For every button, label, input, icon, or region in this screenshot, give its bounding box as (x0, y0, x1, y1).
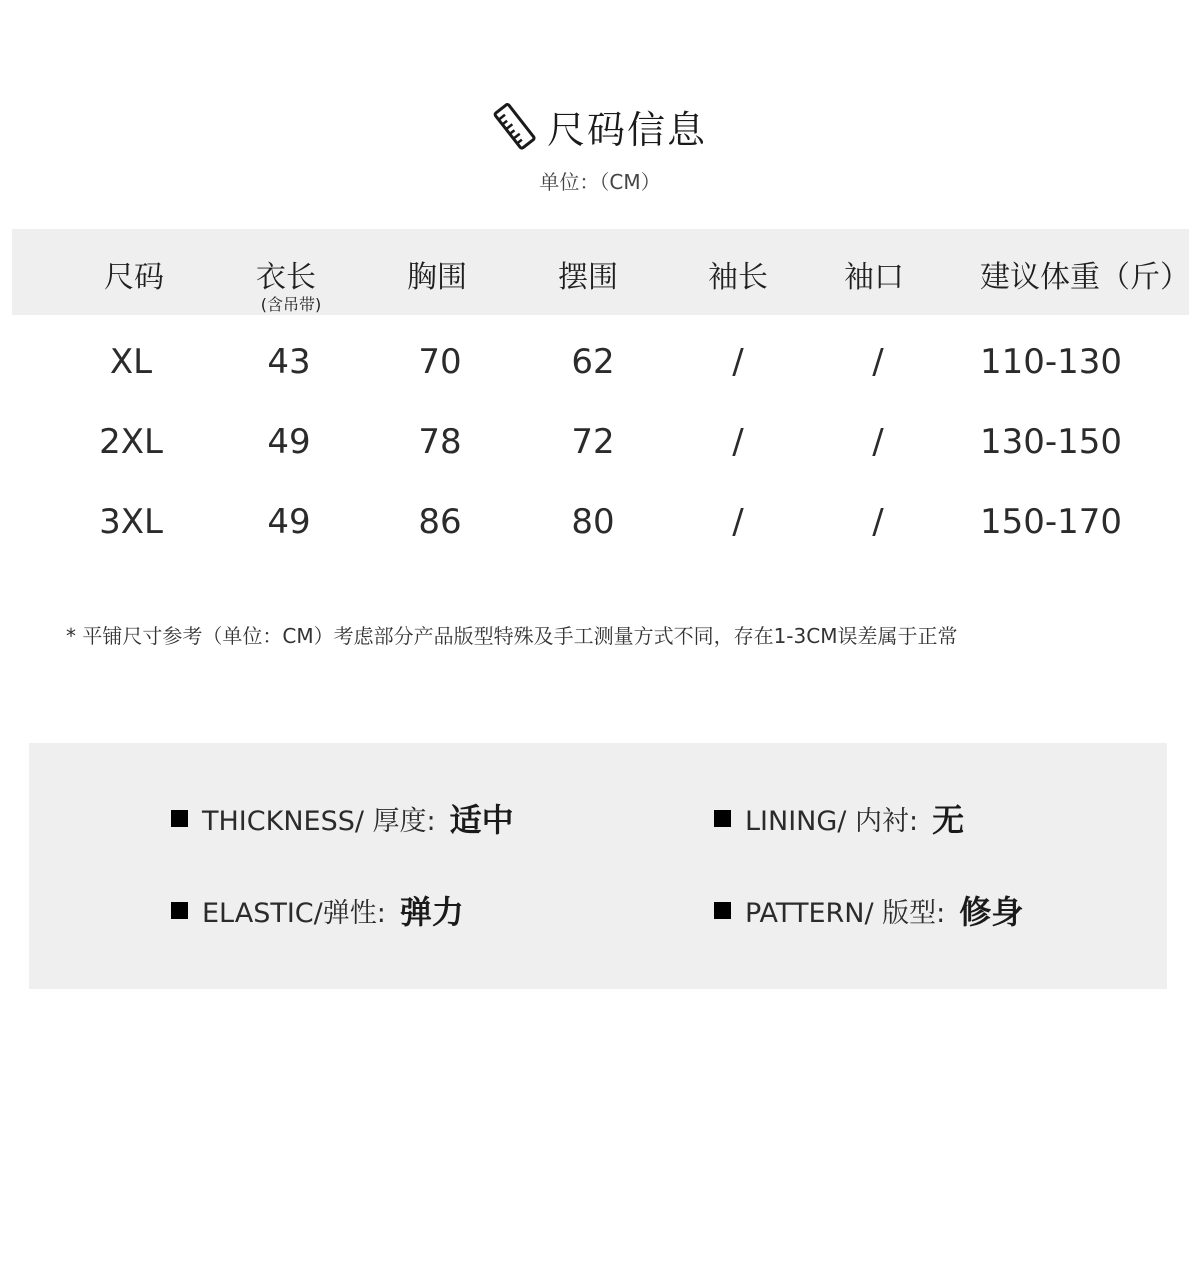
attribute-elastic (171, 887, 464, 933)
header-weight: 建议体重（斤） (980, 260, 1190, 295)
table-cell: / (872, 422, 884, 462)
table-cell: / (872, 502, 884, 542)
square-bullet-icon (714, 902, 731, 919)
attribute-pattern (714, 887, 1023, 933)
table-cell: 3XL (99, 502, 163, 542)
header-size: 尺码 (104, 260, 164, 295)
table-cell: XL (109, 342, 153, 382)
table-cell: / (872, 342, 884, 382)
square-bullet-icon (714, 810, 731, 827)
attributes-panel (29, 743, 1167, 989)
table-cell: 2XL (99, 422, 163, 462)
square-bullet-icon (171, 902, 188, 919)
measurement-note: * 平铺尺寸参考（单位：CM）考虑部分产品版型特殊及手工测量方式不同，存在1-3CM误差属于正常 (66, 624, 958, 648)
header-sleeve-length: 袖长 (708, 260, 768, 295)
header-hem: 摆围 (558, 260, 618, 295)
table-cell: 72 (571, 422, 615, 462)
table-cell: 43 (267, 342, 311, 382)
attribute-label: THICKNESS/ 厚度: (202, 805, 436, 837)
table-cell: 78 (418, 422, 462, 462)
header-length-sub: (含吊带) (260, 295, 322, 314)
title-bar (0, 96, 1200, 156)
table-cell: 80 (571, 502, 615, 542)
header-chest: 胸围 (407, 260, 467, 295)
header-length: 衣长 (256, 260, 316, 295)
table-cell: 70 (418, 342, 462, 382)
attribute-value: 无 (932, 801, 965, 839)
table-cell: 62 (571, 342, 615, 382)
ruler-icon (493, 101, 537, 151)
unit-label: 单位：（CM） (539, 170, 661, 194)
table-cell: 49 (267, 502, 311, 542)
attribute-value: 适中 (449, 801, 514, 839)
table-cell: 110-130 (980, 342, 1123, 382)
attribute-thickness (171, 795, 514, 841)
header-cuff: 袖口 (844, 260, 904, 295)
table-cell: 86 (418, 502, 462, 542)
table-cell: / (732, 502, 744, 542)
attribute-value: 修身 (959, 893, 1024, 931)
attribute-value: 弹力 (399, 893, 464, 931)
table-cell: / (732, 342, 744, 382)
attribute-label: ELASTIC/弹性: (202, 897, 386, 929)
attribute-label: LINING/ 内衬: (745, 805, 919, 837)
page-title: 尺码信息 (546, 107, 707, 152)
attribute-label: PATTERN/ 版型: (745, 897, 946, 929)
table-cell: 150-170 (980, 502, 1123, 542)
table-cell: / (732, 422, 744, 462)
square-bullet-icon (171, 810, 188, 827)
attribute-lining (714, 795, 964, 841)
table-cell: 130-150 (980, 422, 1123, 462)
table-cell: 49 (267, 422, 311, 462)
